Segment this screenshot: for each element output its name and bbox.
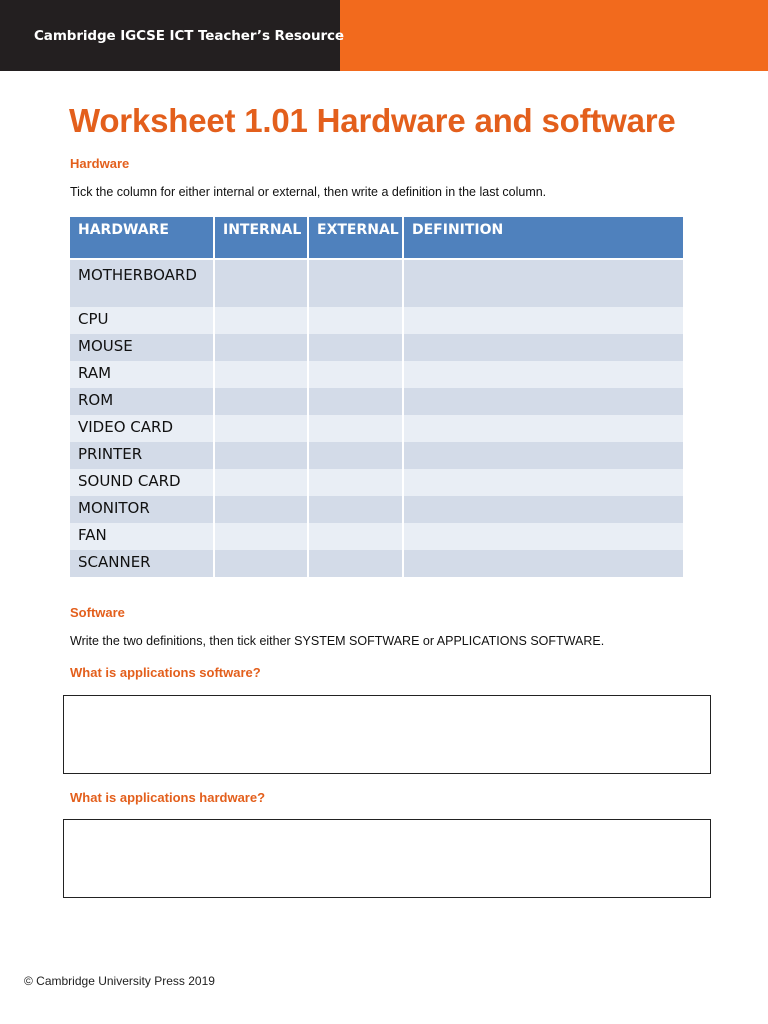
question-applications-hardware: What is applications hardware? <box>70 790 266 805</box>
external-tick-cell[interactable] <box>308 307 403 334</box>
table-row <box>70 388 683 415</box>
external-tick-cell[interactable] <box>308 496 403 523</box>
internal-tick-cell[interactable] <box>214 388 308 415</box>
internal-tick-cell[interactable] <box>214 496 308 523</box>
table-row <box>70 259 683 307</box>
hardware-name-cell: RAM <box>70 361 214 388</box>
answer-box-applications-hardware[interactable] <box>63 819 711 898</box>
internal-tick-cell[interactable] <box>214 442 308 469</box>
internal-tick-cell[interactable] <box>214 469 308 496</box>
definition-cell[interactable] <box>403 469 683 496</box>
table-row <box>70 334 683 361</box>
definition-cell[interactable] <box>403 388 683 415</box>
column-header-definition: DEFINITION <box>403 217 683 259</box>
hardware-name-cell: SCANNER <box>70 550 214 577</box>
internal-tick-cell[interactable] <box>214 361 308 388</box>
external-tick-cell[interactable] <box>308 334 403 361</box>
hardware-name-cell: CPU <box>70 307 214 334</box>
hardware-heading: Hardware <box>70 156 130 171</box>
table-row <box>70 442 683 469</box>
copyright-footer: © Cambridge University Press 2019 <box>24 974 215 988</box>
table-row <box>70 469 683 496</box>
definition-cell[interactable] <box>403 307 683 334</box>
column-header-internal: INTERNAL <box>214 217 308 259</box>
hardware-name-cell: MOTHERBOARD <box>70 259 214 307</box>
column-header-external: EXTERNAL <box>308 217 403 259</box>
internal-tick-cell[interactable] <box>214 307 308 334</box>
answer-box-applications-software[interactable] <box>63 695 711 774</box>
table-row <box>70 415 683 442</box>
hardware-name-cell: PRINTER <box>70 442 214 469</box>
column-header-hardware: HARDWARE <box>70 217 214 259</box>
hardware-name-cell: MOUSE <box>70 334 214 361</box>
internal-tick-cell[interactable] <box>214 334 308 361</box>
table-row <box>70 496 683 523</box>
table-row <box>70 307 683 334</box>
hardware-name-cell: MONITOR <box>70 496 214 523</box>
table-row <box>70 550 683 577</box>
worksheet-title: Worksheet 1.01 Hardware and software <box>69 102 676 139</box>
question-applications-software: What is applications software? <box>70 665 261 680</box>
definition-cell[interactable] <box>403 496 683 523</box>
external-tick-cell[interactable] <box>308 442 403 469</box>
software-heading: Software <box>70 605 125 620</box>
internal-tick-cell[interactable] <box>214 415 308 442</box>
definition-cell[interactable] <box>403 442 683 469</box>
external-tick-cell[interactable] <box>308 523 403 550</box>
internal-tick-cell[interactable] <box>214 523 308 550</box>
page-header <box>0 0 768 71</box>
software-instruction: Write the two definitions, then tick either SYSTEM SOFTWARE or APPLICATIONS SOFTWARE. <box>70 634 605 648</box>
table-row <box>70 523 683 550</box>
external-tick-cell[interactable] <box>308 259 403 307</box>
external-tick-cell[interactable] <box>308 550 403 577</box>
table-header-row <box>70 217 683 259</box>
internal-tick-cell[interactable] <box>214 259 308 307</box>
hardware-name-cell: SOUND CARD <box>70 469 214 496</box>
hardware-table <box>70 217 683 577</box>
definition-cell[interactable] <box>403 550 683 577</box>
hardware-instruction: Tick the column for either internal or external, then write a definition in the last column. <box>70 185 547 199</box>
definition-cell[interactable] <box>403 361 683 388</box>
header-accent-panel <box>340 0 768 71</box>
hardware-name-cell: FAN <box>70 523 214 550</box>
internal-tick-cell[interactable] <box>214 550 308 577</box>
definition-cell[interactable] <box>403 523 683 550</box>
external-tick-cell[interactable] <box>308 469 403 496</box>
external-tick-cell[interactable] <box>308 361 403 388</box>
external-tick-cell[interactable] <box>308 388 403 415</box>
external-tick-cell[interactable] <box>308 415 403 442</box>
resource-title: Cambridge IGCSE ICT Teacher’s Resource <box>34 28 344 44</box>
table-row <box>70 361 683 388</box>
definition-cell[interactable] <box>403 259 683 307</box>
hardware-name-cell: VIDEO CARD <box>70 415 214 442</box>
hardware-name-cell: ROM <box>70 388 214 415</box>
definition-cell[interactable] <box>403 334 683 361</box>
definition-cell[interactable] <box>403 415 683 442</box>
